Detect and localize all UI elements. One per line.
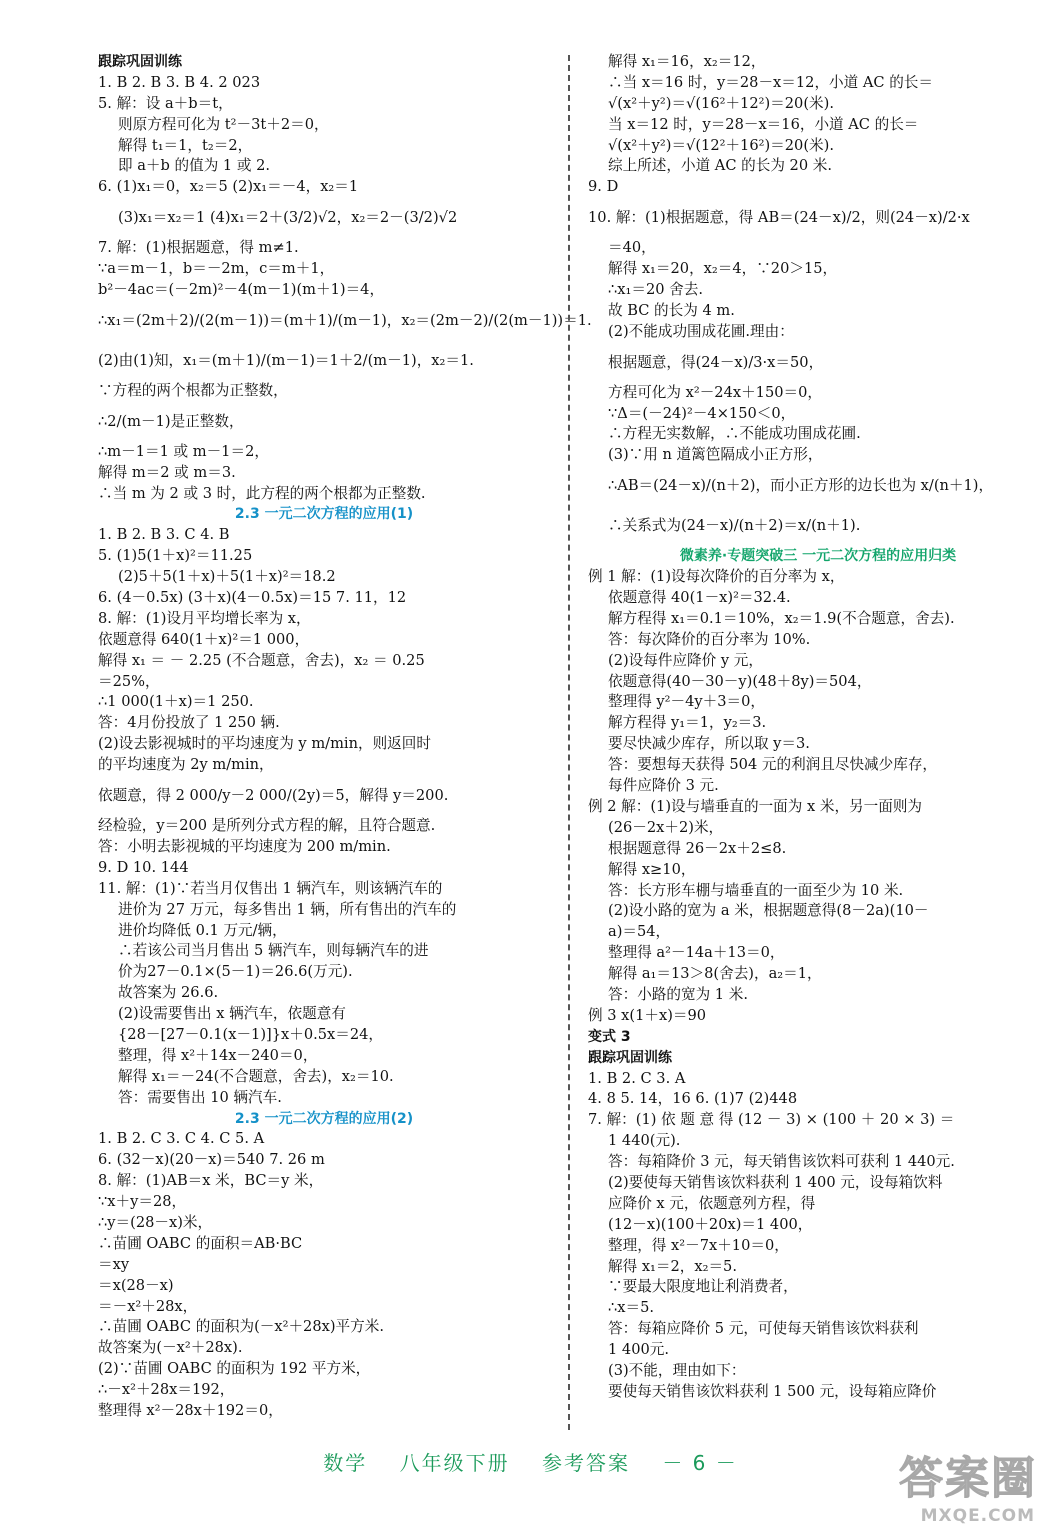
answer-line: ∴关系式为(24－x)/(n＋2)＝x/(n＋1). — [608, 517, 861, 535]
answer-line: ∴当 x＝16 时，y＝28－x＝12，小道 AC 的长＝ — [608, 73, 933, 91]
section-heading: 2.3 一元二次方程的应用(1) — [234, 506, 414, 523]
answer-line: ＝－x²＋28x， — [98, 1297, 198, 1315]
answer-line: 跟踪巩固训练 — [588, 1049, 672, 1066]
answer-line: 解得 x₁＝20，x₂＝4，∵20＞15， — [608, 260, 838, 278]
answer-line: 9. D — [588, 178, 619, 196]
answer-line: 答：需要售出 10 辆汽车. — [118, 1088, 282, 1106]
answer-line: ∴方程无实数解，∴不能成功围成花圃. — [608, 425, 861, 443]
answer-line: 依题意得(40－30－y)(48＋8y)＝504， — [608, 672, 872, 690]
answer-line: (3)∵用 n 道篱笆隔成小正方形， — [608, 446, 823, 464]
answer-line: (2)设去影视城时的平均速度为 y m/min，则返回时 — [98, 735, 431, 753]
answer-line: 则原方程可化为 t²－3t＋2＝0， — [118, 115, 329, 133]
answer-line: 整理得 y²－4y＋3＝0， — [608, 693, 765, 711]
watermark-url: MXQE.COM — [920, 1506, 1035, 1526]
answer-line: (2)设每件应降价 y 元， — [608, 651, 763, 669]
answer-line: 方程可化为 x²－24x＋150＝0， — [608, 383, 823, 401]
answer-line: √(x²＋y²)＝√(16²＋12²)＝20(米). — [608, 94, 834, 112]
answer-line: 变式 3 — [588, 1028, 631, 1045]
answer-line: 应降价 x 元，依题意列方程，得 — [608, 1194, 816, 1212]
footer-grade: 八年级下册 — [399, 1451, 510, 1475]
answer-line: ∵Δ＝(－24)²－4×150＜0， — [608, 404, 796, 422]
answer-line: 5. 解：设 a＋b＝t， — [98, 94, 233, 112]
answer-line: (3)x₁＝x₂＝1 (4)x₁＝2＋(3/2)√2，x₂＝2－(3/2)√2 — [118, 209, 458, 227]
answer-line: ∴2/(m－1)是正整数， — [98, 412, 244, 430]
answer-line: ∴苗圃 OABC 的面积＝AB·BC — [98, 1234, 303, 1252]
answer-line: 例 3 x(1＋x)＝90 — [588, 1006, 707, 1024]
right-answer-column — [588, 52, 1048, 1403]
answer-line: (2)设需要售出 x 辆汽车，依题意有 — [118, 1005, 346, 1023]
answer-line: b²－4ac＝(－2m)²－4(m－1)(m＋1)＝4， — [98, 281, 385, 299]
answer-line: 每件应降价 3 元. — [608, 777, 719, 795]
answer-line: 进价均降低 0.1 万元/辆， — [118, 921, 287, 939]
answer-line: 当 x＝12 时，y＝28－x＝16，小道 AC 的长＝ — [608, 115, 919, 133]
answer-line: ∴AB＝(24－x)/(n＋2)，而小正方形的边长也为 x/(n＋1)， — [608, 477, 994, 495]
answer-line: ∵方程的两个根都为正整数， — [98, 381, 288, 399]
answer-line: 价为27－0.1×(5－1)＝26.6(万元). — [118, 963, 353, 981]
answer-line: 7. 解：(1)根据题意，得 m≠1. — [98, 239, 299, 257]
answer-line: 答：每次降价的百分率为 10%. — [608, 630, 811, 648]
answer-line: ∴x₁＝(2m＋2)/(2(m－1))＝(m＋1)/(m－1)，x₂＝(2m－2)/(2(m－1))＝1. — [98, 311, 592, 329]
answer-line: ∴y＝(28－x)米， — [98, 1213, 213, 1231]
answer-line: 答：小路的宽为 1 米. — [608, 985, 748, 1003]
page-number: － 6 － — [662, 1451, 738, 1475]
answer-line: 8. 解：(1)设月平均增长率为 x， — [98, 609, 311, 627]
answer-line: 10. 解：(1)根据题意，得 AB＝(24－x)/2，则(24－x)/2·x — [588, 209, 970, 227]
answer-line: ∵要最大限度地让利消费者， — [608, 1278, 798, 1296]
answer-line: 6. (1)x₁＝0，x₂＝5 (2)x₁＝－4，x₂＝1 — [98, 178, 359, 196]
answer-line: 答：要想每天获得 504 元的利润且尽快减少库存， — [608, 756, 938, 774]
answer-line: 整理，得 x²－7x＋10＝0， — [608, 1236, 789, 1254]
answer-line: ∴若该公司当月售出 5 辆汽车，则每辆汽车的进 — [118, 942, 429, 960]
answer-line: 整理得 a²－14a＋13＝0， — [608, 944, 785, 962]
answer-line: 1. B 2. C 3. C 4. C 5. A — [98, 1130, 265, 1148]
answer-line: 解得 m＝2 或 m＝3. — [98, 463, 236, 481]
answer-line: 解得 x₁ ＝ － 2.25 (不合题意，舍去)，x₂ ＝ 0.25 — [98, 651, 425, 669]
answer-line: 故答案为 26.6. — [118, 984, 219, 1002]
answer-line: 例 2 解：(1)设与墙垂直的一面为 x 米，另一面则为 — [588, 797, 923, 815]
answer-line: 1. B 2. B 3. B 4. 2 023 — [98, 73, 261, 91]
answer-line: 答：小明去影视城的平均速度为 200 m/min. — [98, 837, 391, 855]
answer-line: 例 1 解：(1)设每次降价的百分率为 x， — [588, 568, 845, 586]
answer-line: 8. 解：(1)AB＝x 米，BC＝y 米， — [98, 1172, 324, 1190]
answer-line: ∵x＋y＝28， — [98, 1193, 187, 1211]
section-heading: 2.3 一元二次方程的应用(2) — [234, 1110, 414, 1127]
answer-line: 解得 a₁＝13＞8(舍去)，a₂＝1， — [608, 965, 822, 983]
watermark-logo — [873, 1442, 1043, 1528]
answer-line: ∵a＝m－1，b＝－2m，c＝m＋1， — [98, 260, 335, 278]
answer-line: 综上所述，小道 AC 的长为 20 米. — [608, 157, 833, 175]
answer-line: 11. 解：(1)∵若当月仅售出 1 辆汽车，则该辆汽车的 — [98, 879, 443, 897]
answer-line: ＝40， — [608, 239, 656, 257]
answer-line: 即 a＋b 的值为 1 或 2. — [118, 157, 271, 175]
answer-line: a)＝54， — [608, 923, 671, 941]
answer-line: 根据题意得 26－2x＋2≤8. — [608, 839, 787, 857]
answer-line: ∴x＝5. — [608, 1299, 655, 1317]
answer-line: ＝xy — [98, 1255, 130, 1273]
answer-line: 依题意，得 2 000/y－2 000/(2y)＝5，解得 y＝200. — [98, 787, 449, 805]
answer-line: 要尽快减少库存，所以取 y＝3. — [608, 735, 810, 753]
answer-line: √(x²＋y²)＝√(12²＋16²)＝20(米). — [608, 136, 834, 154]
answer-line: ∴当 m 为 2 或 3 时，此方程的两个根都为正整数. — [98, 484, 426, 502]
answer-line: (26－2x＋2)米， — [608, 818, 724, 836]
answer-line: ∴x₁＝20 舍去. — [608, 281, 703, 299]
answer-line: 进价为 27 万元，每多售出 1 辆，所有售出的汽车的 — [118, 900, 457, 918]
answer-line: (2)5＋5(1＋x)＋5(1＋x)²＝18.2 — [118, 568, 336, 586]
answer-line: (2)∵苗圃 OABC 的面积为 192 平方米， — [98, 1360, 371, 1378]
answer-line: 答：长方形车棚与墙垂直的一面至少为 10 米. — [608, 881, 904, 899]
answer-line: 解得 x₁＝－24(不合题意，舍去)，x₂＝10. — [118, 1067, 394, 1085]
column-divider — [568, 55, 570, 1430]
answer-line: {28－[27－0.1(x－1)]}x＋0.5x＝24， — [118, 1025, 384, 1043]
answer-line: 1 440(元). — [608, 1132, 681, 1150]
answer-line: 解方程得 y₁＝1，y₂＝3. — [608, 714, 767, 732]
answer-line: 要使每天销售该饮料获利 1 500 元，设每箱应降价 — [608, 1382, 937, 1400]
answer-line: ＝25%， — [98, 672, 160, 690]
footer-section: 参考答案 — [541, 1451, 630, 1475]
answer-line: ∴－x²＋28x＝192， — [98, 1381, 235, 1399]
answer-line: ∴苗圃 OABC 的面积为(－x²＋28x)平方米. — [98, 1318, 384, 1336]
answer-line: 1 400元. — [608, 1341, 670, 1359]
answer-line: 6. (32－x)(20－x)＝540 7. 26 m — [98, 1151, 325, 1169]
answer-line: 跟踪巩固训练 — [98, 54, 182, 70]
answer-line: 解得 x₁＝2，x₂＝5. — [608, 1257, 737, 1275]
answer-line: 故答案为(－x²＋28x). — [98, 1339, 243, 1357]
answer-line: (2)要使每天销售该饮料获利 1 400 元，设每箱饮料 — [608, 1173, 943, 1191]
answer-line: 6. (4－0.5x) (3＋x)(4－0.5x)＝15 7. 11，12 — [98, 589, 407, 607]
answer-line: ＝x(28－x) — [98, 1276, 174, 1294]
answer-line: (2)设小路的宽为 a 米，根据题意得(8－2a)(10－ — [608, 902, 929, 920]
answer-line: 经检验，y＝200 是所列分式方程的解，且符合题意. — [98, 817, 436, 835]
answer-line: (3)不能，理由如下： — [608, 1361, 746, 1379]
answer-line: ∴1 000(1＋x)＝1 250. — [98, 693, 254, 711]
answer-line: 解得 x≥10， — [608, 860, 696, 878]
footer-subject: 数学 — [323, 1451, 368, 1475]
answer-line: 的平均速度为 2y m/min， — [98, 756, 274, 774]
answer-line: 4. 8 5. 14，16 6. (1)7 (2)448 — [588, 1090, 798, 1108]
answer-line: 整理得 x²－28x＋192＝0， — [98, 1401, 283, 1419]
answer-line: 整理，得 x²＋14x－240＝0， — [118, 1046, 318, 1064]
answer-line: 依题意得 640(1＋x)²＝1 000， — [98, 630, 310, 648]
answer-line: (2)由(1)知，x₁＝(m＋1)/(m－1)＝1＋2/(m－1)，x₂＝1. — [98, 351, 474, 369]
section-heading: 微素养·专题突破三 一元二次方程的应用归类 — [679, 548, 957, 565]
answer-line: 根据题意，得(24－x)/3·x＝50， — [608, 353, 824, 371]
answer-line: ∴m－1＝1 或 m－1＝2， — [98, 442, 269, 460]
answer-line: 解得 x₁＝16，x₂＝12， — [608, 53, 766, 70]
answer-line: 故 BC 的长为 4 m. — [608, 301, 735, 319]
answer-line: 解方程得 x₁＝0.1＝10%，x₂＝1.9(不合题意，舍去). — [608, 609, 955, 627]
answer-line: (2)不能成功围成花圃.理由： — [608, 322, 794, 340]
watermark-logo-text: 答案圈 — [899, 1453, 1037, 1504]
answer-line: 9. D 10. 144 — [98, 858, 189, 876]
answer-line: 1. B 2. B 3. C 4. B — [98, 526, 230, 544]
answer-line: 答：4月份投放了 1 250 辆. — [98, 714, 280, 732]
left-answer-column — [98, 52, 592, 1422]
answer-line: 答：每箱应降价 5 元，可使每天销售该饮料获利 — [608, 1320, 919, 1338]
answer-line: 7. 解：(1) 依 题 意 得 (12 － 3) × (100 ＋ 20 × 3) ＝ — [588, 1111, 955, 1129]
answer-line: 5. (1)5(1＋x)²＝11.25 — [98, 547, 253, 565]
answer-line: 依题意得 40(1－x)²＝32.4. — [608, 589, 791, 607]
answer-line: 解得 t₁＝1，t₂＝2， — [118, 136, 253, 154]
answer-line: 答：每箱降价 3 元，每天销售该饮料可获利 1 440元. — [608, 1153, 955, 1171]
answer-line: 1. B 2. C 3. A — [588, 1069, 686, 1087]
answer-line: (12－x)(100＋20x)＝1 400， — [608, 1215, 813, 1233]
